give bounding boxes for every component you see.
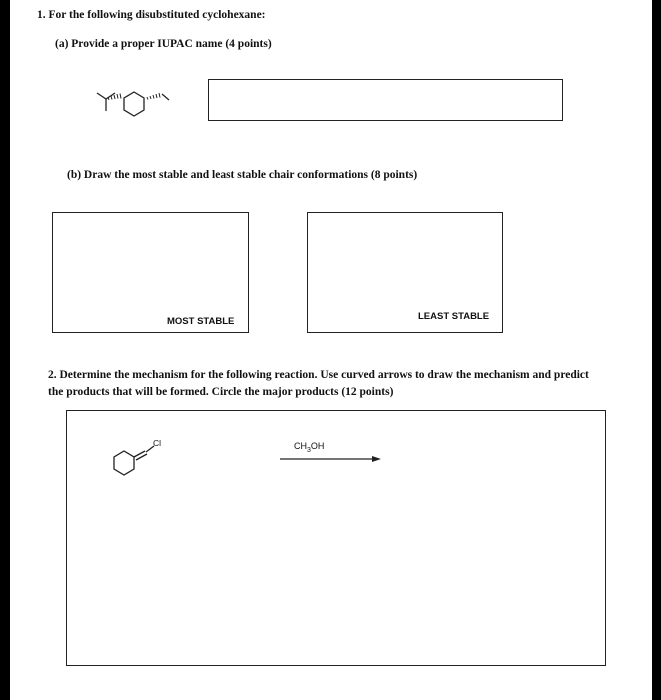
least-stable-label: LEAST STABLE — [418, 311, 490, 322]
worksheet-page — [10, 0, 652, 700]
question-1b-prompt: (b) Draw the most stable and least stable chair conformations (8 points) — [67, 169, 418, 181]
reaction-arrow — [67, 411, 467, 491]
mechanism-answer-box[interactable] — [66, 410, 606, 666]
chlorine-label: Cl — [153, 438, 162, 448]
least-stable-drawing-box[interactable] — [307, 212, 503, 333]
most-stable-label: MOST STABLE — [167, 316, 235, 327]
question-1a-prompt: (a) Provide a proper IUPAC name (4 points) — [55, 38, 272, 50]
iupac-answer-box[interactable] — [208, 79, 563, 121]
most-stable-drawing-box[interactable] — [52, 212, 249, 333]
question-1-title: 1. For the following disubstituted cyclohexane: — [37, 9, 266, 21]
question-2-line-2: the products that will be formed. Circle the major products (12 points) — [48, 386, 394, 398]
reagent-subscript: 3 — [307, 446, 311, 454]
question-2-line-1: 2. Determine the mechanism for the following reaction. Use curved arrows to draw the mechanism and predict — [48, 369, 589, 381]
reagent-oh: OH — [310, 441, 325, 451]
reagent-ch: CH — [294, 441, 307, 451]
